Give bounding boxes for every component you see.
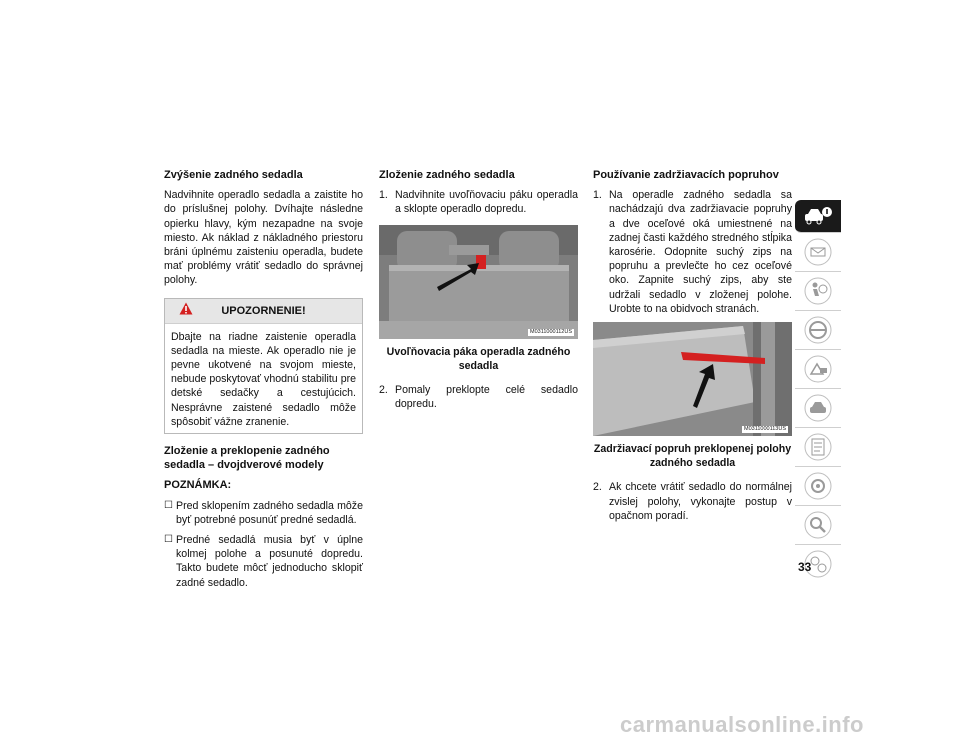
multimedia-icon bbox=[803, 471, 833, 501]
checkbox-bullet-icon: ☐ bbox=[164, 499, 173, 511]
paragraph: Nadvihnite operadlo sedadla a zaistite ho do príslušnej polohy. Dvíhajte následne opierku hlavy, kým nezapadne na svoje miesto. Ak náklad z nákladného priestoru bráni úplnému zaisteniu operadla, budete mať problémy vrátiť sedadlo do správnej polohy. bbox=[164, 189, 363, 287]
step-text: Nadvihnite uvoľňovaciu páku operadla a sklopte operadlo dopredu. bbox=[395, 189, 578, 216]
tab-airbag[interactable] bbox=[795, 272, 841, 311]
right-column bbox=[593, 168, 792, 529]
car-info-icon bbox=[803, 204, 833, 228]
watermark: carmanualsonline.info bbox=[620, 712, 864, 737]
warning-header bbox=[165, 299, 362, 324]
warning-box bbox=[164, 298, 363, 434]
bullet-text: Pred sklopením zadného sedadla môže byť potrebné posunúť predné sedadlá. bbox=[176, 499, 363, 526]
folded-seat-image bbox=[593, 322, 792, 436]
note-label: POZNÁMKA: bbox=[164, 479, 232, 492]
step-text: Ak chcete vrátiť sedadlo do normálnej zvislej polohy, vykonajte postup v opačnom poradí. bbox=[609, 481, 792, 522]
tab-multimedia[interactable] bbox=[795, 467, 841, 506]
list-item bbox=[379, 383, 578, 411]
list-item bbox=[164, 533, 363, 590]
tether-strap-photo bbox=[593, 322, 792, 436]
image-caption: Zadržiavací popruh preklopenej polohy zadného sedadla bbox=[593, 443, 792, 470]
tab-steering[interactable] bbox=[795, 311, 841, 350]
image-caption: Uvoľňovacia páka operadla zadného sedadla bbox=[386, 345, 571, 372]
tab-search[interactable] bbox=[795, 506, 841, 545]
section-heading: Zloženie zadného sedadla bbox=[379, 169, 515, 181]
subsection-heading: Zloženie a preklopenie zadného sedadla – dvojdverové modely bbox=[164, 445, 330, 472]
image-code: M0311000112US bbox=[530, 328, 572, 335]
step-number: 1. bbox=[593, 189, 602, 202]
checkbox-bullet-icon: ☐ bbox=[164, 534, 173, 546]
airbag-icon bbox=[803, 276, 833, 306]
step-text: Pomaly preklopte celé sedadlo dopredu. bbox=[395, 384, 578, 411]
tab-car-info[interactable] bbox=[795, 200, 841, 233]
warning-title: UPOZORNENIE! bbox=[221, 304, 306, 317]
warning-text: Dbajte na riadne zaistenie operadla sedadla na mieste. Ak operadlo nie je pevne ukotvené na svojom mieste, nebude poskytovať vhodnú stabilitu pre detské sedačky a cestujúcich. Nesprávne zaistené sedadlo môže spôsobiť vážne zranenie. bbox=[171, 330, 356, 428]
list-item bbox=[593, 188, 792, 316]
step-text: Na operadle zadného sedadla sa nachádzajú dva zadržiavacie popruhy a dve oceľové oká umiestnené na zadnej časti každého stredného stĺpika karosérie. Odopnite suchý zips na popruhu a prevlečte ho cez oceľové oko. Zapnite suchý zips, aby ste udržali sedadlo v zloženej polohe. Urobte to na obidvoch stranách. bbox=[609, 189, 792, 315]
step-number: 2. bbox=[593, 481, 602, 494]
middle-column bbox=[379, 168, 578, 417]
left-column bbox=[164, 168, 363, 596]
emergency-icon bbox=[803, 354, 833, 384]
page-number: 33 bbox=[798, 560, 812, 574]
section-heading: Zvýšenie zadného sedadla bbox=[164, 169, 303, 181]
step-number: 2. bbox=[379, 384, 388, 397]
seat-release-photo bbox=[379, 225, 578, 339]
chapter-tabs bbox=[795, 200, 843, 583]
service-car-icon bbox=[803, 393, 833, 423]
step-number: 1. bbox=[379, 189, 388, 202]
tab-specifications[interactable] bbox=[795, 428, 841, 467]
list-item bbox=[379, 188, 578, 216]
bullet-text: Predné sedadlá musia byť v úplne kolmej polohe a posunuté dopredu. Takto budete môcť jednoducho sklopiť zadné sedadlo. bbox=[176, 534, 363, 589]
list-item bbox=[164, 499, 363, 527]
rear-seat-image bbox=[379, 225, 578, 339]
search-index-icon bbox=[803, 510, 833, 540]
list-item bbox=[593, 480, 792, 523]
section-heading: Používanie zadržiavacích popruhov bbox=[593, 169, 779, 181]
tab-warning-lights[interactable] bbox=[795, 233, 841, 272]
tab-service[interactable] bbox=[795, 389, 841, 428]
warning-lights-icon bbox=[803, 237, 833, 267]
image-code: M0311000113US bbox=[744, 426, 786, 433]
specifications-icon bbox=[803, 432, 833, 462]
steering-wheel-icon bbox=[803, 315, 833, 345]
tab-emergency[interactable] bbox=[795, 350, 841, 389]
